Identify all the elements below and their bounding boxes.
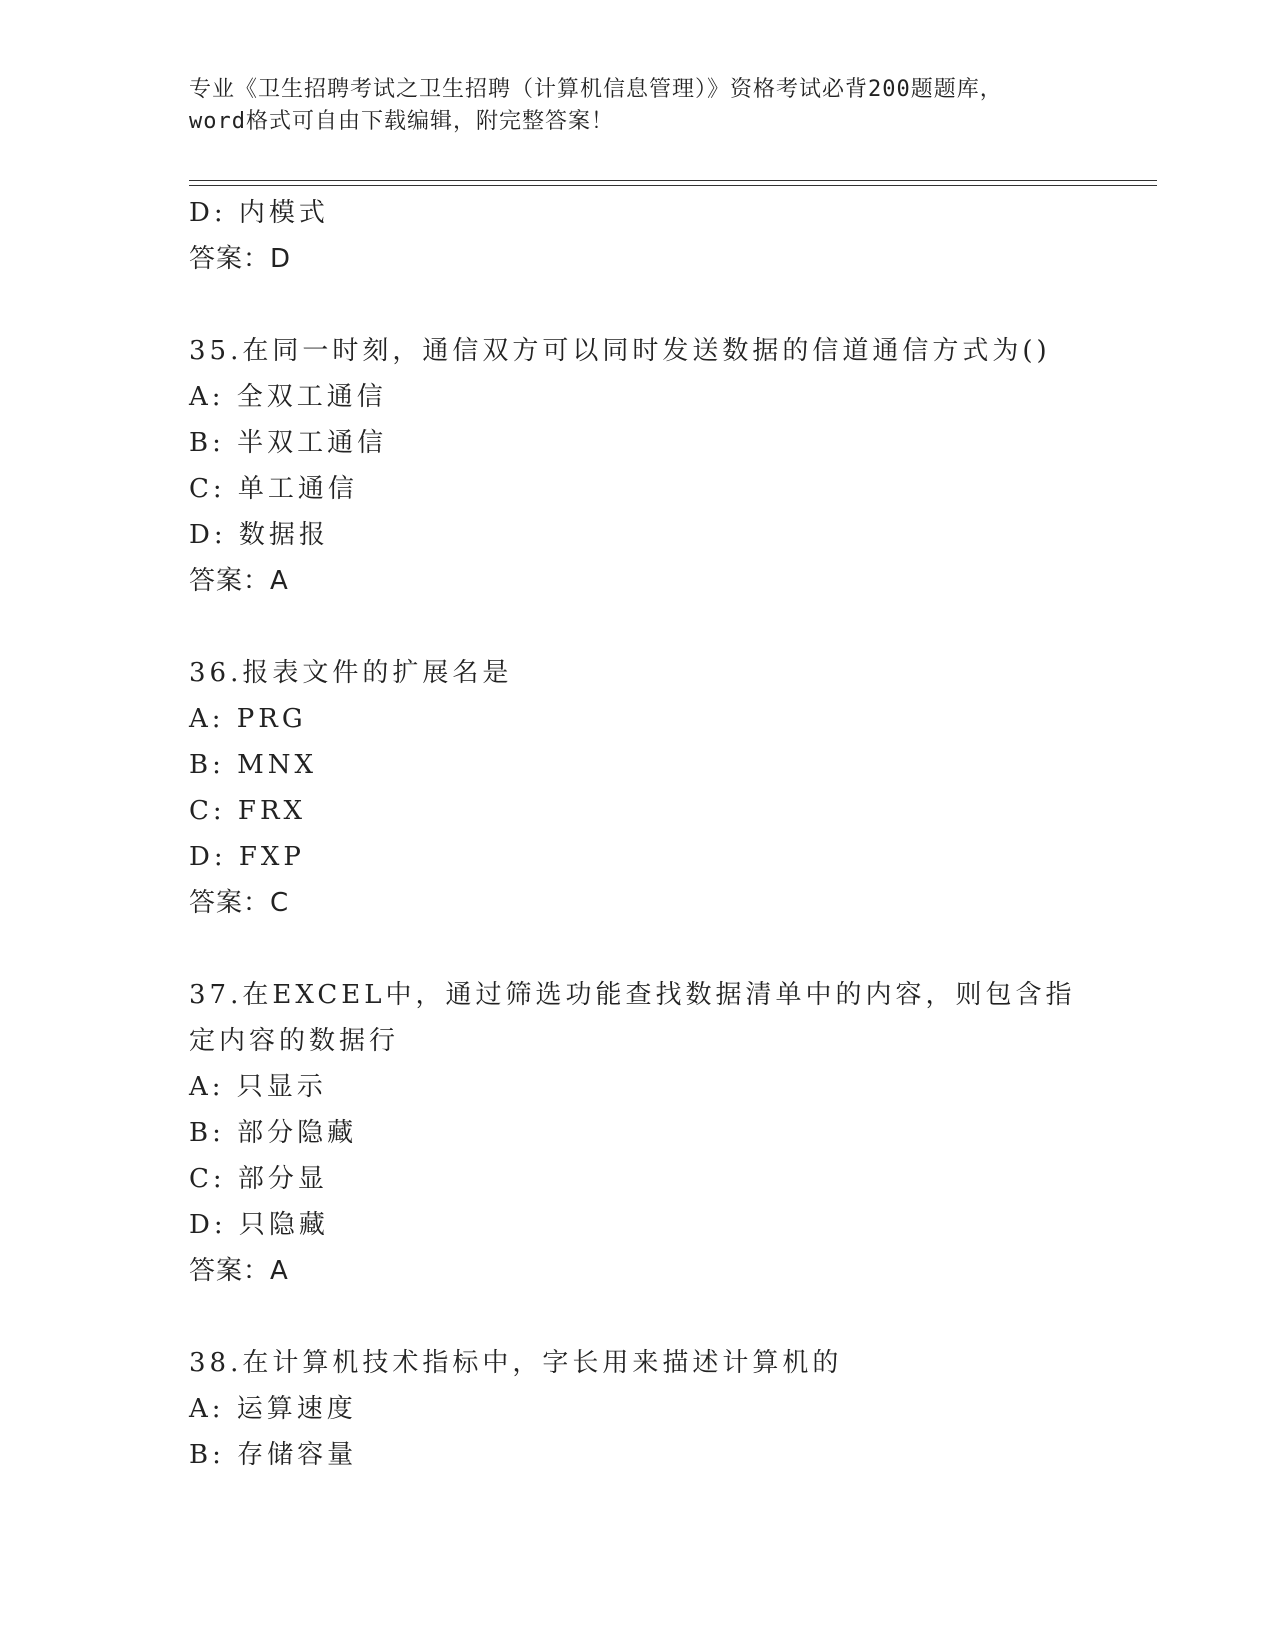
option-a: A: 运算速度 bbox=[189, 1394, 357, 1424]
option-b: B: MNX bbox=[189, 750, 318, 780]
spacer bbox=[189, 926, 1089, 972]
option-c: C: 部分显 bbox=[189, 1164, 328, 1194]
question-37 bbox=[189, 972, 1089, 1294]
previous-question-tail bbox=[189, 190, 1089, 282]
option-c: C: 单工通信 bbox=[189, 474, 358, 504]
answer-line: 答案：A bbox=[189, 1256, 289, 1286]
spacer bbox=[189, 604, 1089, 650]
option-d: D: 数据报 bbox=[189, 520, 329, 550]
option-c: C: FRX bbox=[189, 796, 307, 826]
option-d: D: FXP bbox=[189, 842, 305, 872]
option-d: D: 内模式 bbox=[189, 198, 329, 228]
option-b: B: 部分隐藏 bbox=[189, 1118, 358, 1148]
option-a: A: 只显示 bbox=[189, 1072, 327, 1102]
header-title-line-2: word格式可自由下载编辑，附完整答案！ bbox=[189, 109, 614, 134]
question-text: 38.在计算机技术指标中，字长用来描述计算机的 bbox=[189, 1348, 843, 1378]
header-title-line-1: 专业《卫生招聘考试之卫生招聘（计算机信息管理）》资格考试必背200题题库， bbox=[189, 77, 1003, 102]
answer-line: 答案：A bbox=[189, 566, 289, 596]
option-b: B: 半双工通信 bbox=[189, 428, 388, 458]
option-d: D: 只隐藏 bbox=[189, 1210, 329, 1240]
question-38 bbox=[189, 1340, 1089, 1478]
header-divider-bottom bbox=[189, 185, 1157, 186]
header-divider-top bbox=[189, 180, 1157, 181]
question-list bbox=[189, 190, 1089, 1478]
document-header bbox=[189, 74, 1089, 138]
question-text: 35.在同一时刻，通信双方可以同时发送数据的信道通信方式为() bbox=[189, 336, 1051, 366]
answer-line: 答案：D bbox=[189, 244, 292, 274]
option-a: A: PRG bbox=[189, 704, 307, 734]
question-text: 37.在EXCEL中，通过筛选功能查找数据清单中的内容，则包含指定内容的数据行 bbox=[189, 980, 1076, 1056]
option-a: A: 全双工通信 bbox=[189, 382, 387, 412]
question-35 bbox=[189, 328, 1089, 604]
question-text: 36.报表文件的扩展名是 bbox=[189, 658, 513, 688]
option-b: B: 存储容量 bbox=[189, 1440, 358, 1470]
answer-line: 答案：C bbox=[189, 888, 290, 918]
spacer bbox=[189, 1294, 1089, 1340]
spacer bbox=[189, 282, 1089, 328]
question-36 bbox=[189, 650, 1089, 926]
